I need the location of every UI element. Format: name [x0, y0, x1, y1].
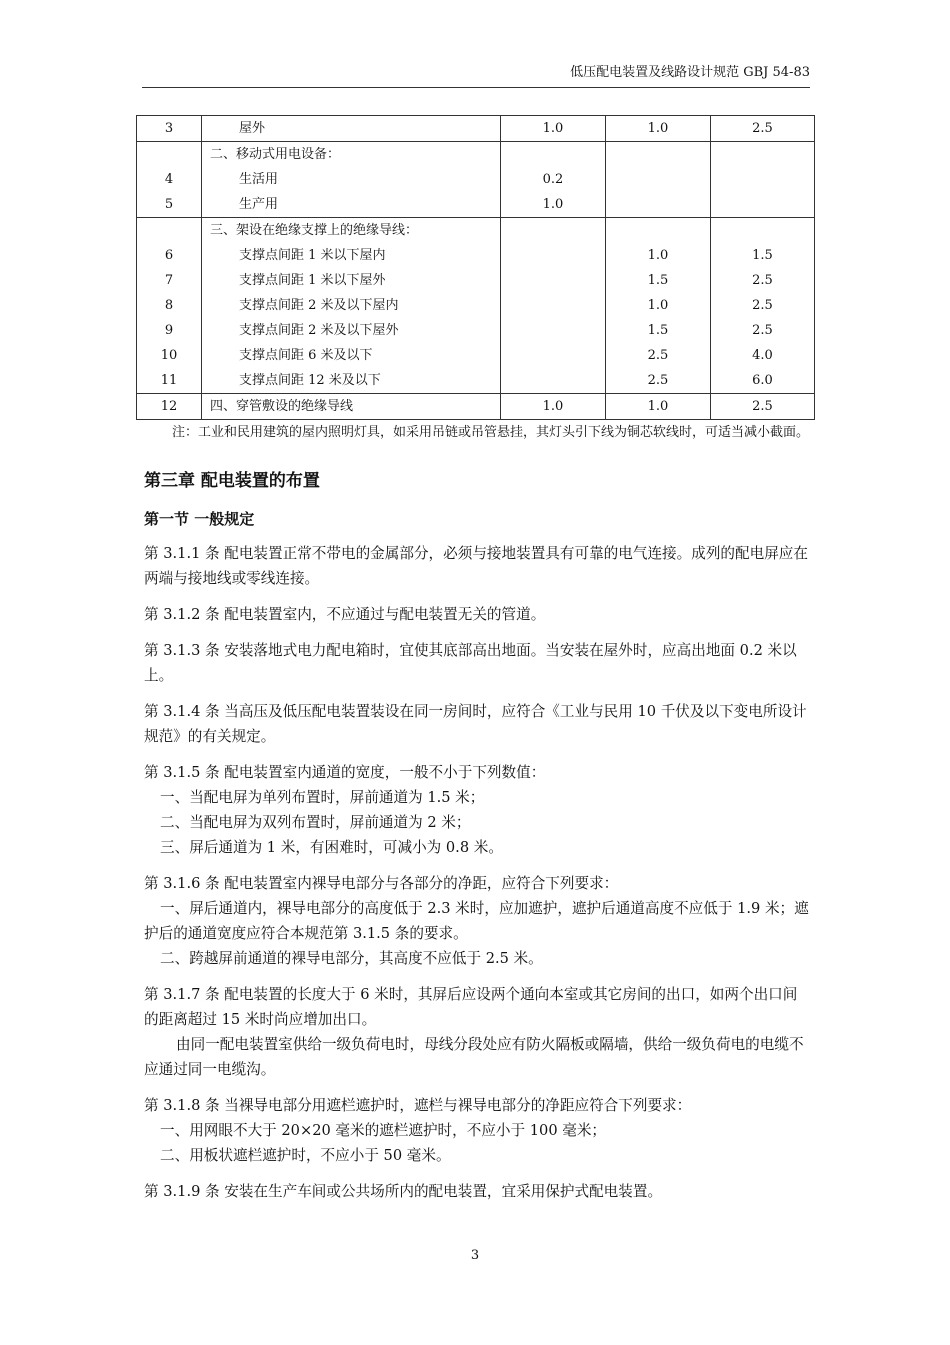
clause-text: 第 3.1.3 条 安装落地式电力配电箱时，宜使其底部高出地面。当安装在屋外时，应高出地面 0.2 米以上。: [144, 642, 797, 684]
table-cell-text: 2.5: [752, 273, 773, 288]
table-cell-text: [501, 268, 605, 293]
table-cell-text: [501, 343, 605, 368]
table-cell-text: 6.0: [752, 373, 773, 388]
clause-paragraph: [144, 871, 810, 971]
value-cell-2: [606, 116, 711, 142]
table-cell-text: [137, 142, 201, 167]
value-cell-2: [606, 218, 711, 394]
table-row: [137, 116, 815, 142]
table-cell-text: 四、穿管敷设的绝缘导线: [210, 399, 354, 414]
table-cell-text: 生活用: [239, 172, 279, 187]
row-number-cell: [137, 116, 202, 142]
clause-text: 第 3.1.9 条 安装在生产车间或公共场所内的配电装置，宜采用保护式配电装置。: [144, 1183, 663, 1200]
table-cell-text: [501, 318, 605, 343]
clause-text: 第 3.1.8 条 当裸导电部分用遮栏遮护时，遮栏与裸导电部分的净距应符合下列要求：: [144, 1097, 692, 1114]
clause-text: 第 3.1.2 条 配电装置室内，不应通过与配电装置无关的管道。: [144, 606, 546, 623]
table-cell-text: 1.0: [647, 399, 669, 414]
table-cell-text: 1.0: [647, 298, 669, 313]
table-cell-text: [501, 368, 605, 393]
row-number-cell: [137, 142, 202, 218]
table-cell-text: 3: [164, 121, 174, 136]
chapter-title: 第三章 配电装置的布置: [144, 471, 320, 491]
table-cell-text: 11: [160, 373, 178, 388]
clause-paragraph: [144, 1179, 810, 1204]
table-cell-text: 2.5: [752, 323, 773, 338]
table-cell-text: [711, 167, 814, 192]
table-cell-text: 三、架设在绝缘支撑上的绝缘导线：: [210, 223, 419, 238]
table-cell-text: 2.5: [752, 121, 773, 136]
clause-item: 一、用网眼不大于 20×20 毫米的遮栏遮护时，不应小于 100 毫米；: [160, 1122, 607, 1139]
table-cell-text: 10: [160, 348, 178, 363]
table-cell-text: 5: [164, 197, 174, 212]
table-cell-text: 1.0: [542, 197, 564, 212]
table-cell-text: 支撑点间距 12 米及以下: [239, 373, 381, 388]
clause-text: 第 3.1.6 条 配电装置室内裸导电部分与各部分的净距，应符合下列要求：: [144, 875, 619, 892]
item-name-cell: [202, 394, 501, 420]
table-cell-text: [137, 218, 201, 243]
clause-paragraph: [144, 638, 810, 688]
page-header: 低压配电装置及线路设计规范 GBJ 54-83: [570, 65, 810, 80]
table-cell-text: 1.5: [647, 323, 669, 338]
clause-item: 二、用板状遮栏遮护时，不应小于 50 毫米。: [160, 1147, 451, 1164]
table-cell-text: 1.0: [542, 121, 564, 136]
table-cell-text: [606, 192, 710, 217]
table-cell-text: 6: [164, 248, 174, 263]
table-cell-text: 2.5: [647, 348, 669, 363]
spec-table: [136, 115, 815, 420]
table-cell-text: 9: [164, 323, 174, 338]
table-cell-text: 支撑点间距 1 米以下屋内: [239, 248, 386, 263]
clause-item: 一、屏后通道内，裸导电部分的高度低于 2.3 米时，应加遮护，遮护后通道高度不应低于 1.9 米；遮护后的通道宽度应符合本规范第 3.1.5 条的要求。: [144, 900, 809, 942]
section-title: 第一节 一般规定: [144, 510, 255, 528]
table-cell-text: [606, 142, 710, 167]
table-cell-text: [711, 192, 814, 217]
table-cell-text: 支撑点间距 1 米以下屋外: [239, 273, 386, 288]
value-cell-1: [501, 116, 606, 142]
table-cell-text: 4.0: [752, 348, 773, 363]
row-number-cell: [137, 394, 202, 420]
clause-text: 第 3.1.5 条 配电装置室内通道的宽度，一般不小于下列数值：: [144, 764, 546, 781]
item-name-cell: [202, 116, 501, 142]
item-name-cell: [202, 218, 501, 394]
value-cell-2: [606, 394, 711, 420]
table-cell-text: 1.5: [647, 273, 669, 288]
clause-item: 二、当配电屏为双列布置时，屏前通道为 2 米；: [160, 814, 471, 831]
page-number: 3: [470, 1248, 480, 1263]
table-cell-text: 7: [164, 273, 174, 288]
table-cell-text: 1.0: [647, 121, 669, 136]
table-cell-text: [711, 218, 814, 243]
table-cell-text: 8: [164, 298, 174, 313]
value-cell-2: [606, 142, 711, 218]
table-cell-text: 2.5: [752, 399, 773, 414]
table-cell-text: 支撑点间距 6 米及以下: [239, 348, 373, 363]
table-cell-text: 屋外: [239, 121, 266, 136]
table-cell-text: 支撑点间距 2 米及以下屋内: [239, 298, 399, 313]
table-row: [137, 218, 815, 394]
clause-item: 一、当配电屏为单列布置时，屏前通道为 1.5 米；: [160, 789, 485, 806]
item-name-cell: [202, 142, 501, 218]
table-cell-text: [501, 243, 605, 268]
table-cell-text: [606, 218, 710, 243]
table-cell-text: [501, 142, 605, 167]
clause-item: 三、屏后通道为 1 米，有困难时，可减小为 0.8 米。: [160, 839, 503, 856]
clause-paragraph: [144, 1093, 810, 1168]
table-cell-text: 1.5: [752, 248, 773, 263]
clause-item: 二、跨越屏前通道的裸导电部分，其高度不应低于 2.5 米。: [160, 950, 543, 967]
table-cell-text: [711, 142, 814, 167]
value-cell-1: [501, 218, 606, 394]
clause-paragraph: [144, 541, 810, 591]
value-cell-3: [711, 218, 815, 394]
value-cell-3: [711, 116, 815, 142]
table-row: [137, 142, 815, 218]
table-cell-text: [501, 293, 605, 318]
clause-paragraph: [144, 602, 810, 627]
table-cell-text: 1.0: [542, 399, 564, 414]
clause-list: [144, 541, 810, 1215]
table-cell-text: 支撑点间距 2 米及以下屋外: [239, 323, 399, 338]
clause-text: 第 3.1.1 条 配电装置正常不带电的金属部分，必须与接地装置具有可靠的电气连接。成列的配电屏应在两端与接地线或零线连接。: [144, 545, 808, 587]
value-cell-3: [711, 142, 815, 218]
clause-text: 第 3.1.7 条 配电装置的长度大于 6 米时，其屏后应设两个通向本室或其它房间的出口，如两个出口间的距离超过 15 米时尚应增加出口。: [144, 986, 798, 1028]
table-cell-text: 4: [164, 172, 174, 187]
table-cell-text: 0.2: [542, 172, 564, 187]
table-cell-text: 2.5: [752, 298, 773, 313]
table-cell-text: 生产用: [239, 197, 279, 212]
table-cell-text: 2.5: [647, 373, 669, 388]
table-cell-text: 1.0: [647, 248, 669, 263]
clause-paragraph: [144, 982, 810, 1082]
value-cell-3: [711, 394, 815, 420]
table-row: [137, 394, 815, 420]
table-cell-text: [501, 218, 605, 243]
row-number-cell: [137, 218, 202, 394]
clause-paragraph: [144, 699, 810, 749]
value-cell-1: [501, 394, 606, 420]
table-cell-text: 12: [160, 399, 178, 414]
clause-item: 由同一配电装置室供给一级负荷电时，母线分段处应有防火隔板或隔墙，供给一级负荷电的电缆不应通过同一电缆沟。: [144, 1036, 804, 1078]
table-note: 注：工业和民用建筑的屋内照明灯具，如采用吊链或吊管悬挂，其灯头引下线为铜芯软线时，可适当减小截面。: [172, 425, 810, 440]
table-cell-text: [606, 167, 710, 192]
clause-paragraph: [144, 760, 810, 860]
table-cell-text: 二、移动式用电设备：: [210, 147, 341, 162]
header-rule: [142, 87, 810, 88]
clause-text: 第 3.1.4 条 当高压及低压配电装置装设在同一房间时，应符合《工业与民用 10 千伏及以下变电所设计规范》的有关规定。: [144, 703, 807, 745]
value-cell-1: [501, 142, 606, 218]
